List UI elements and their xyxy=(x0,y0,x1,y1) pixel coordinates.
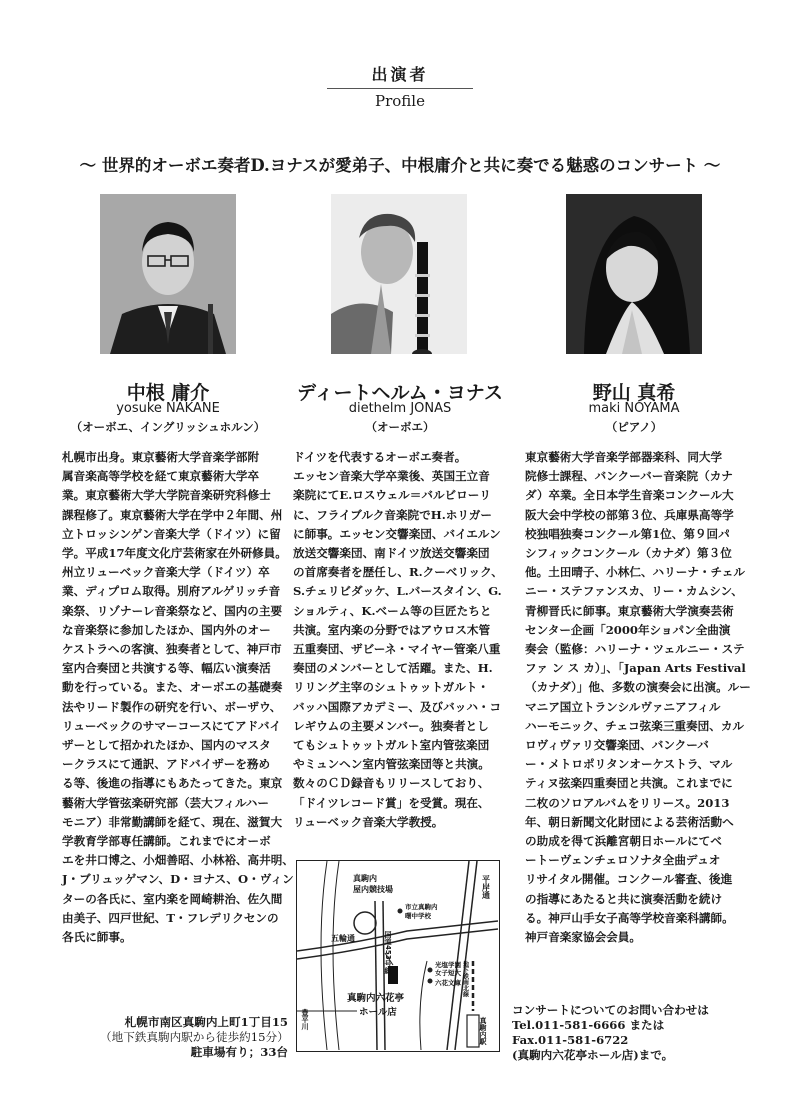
performer-instrument-nakane: （オーボエ、イングリッシュホルン） xyxy=(70,420,266,434)
bio-line: エッセン音楽大学卒業後、英国王立音 xyxy=(293,469,490,484)
bio-line: 課程修了。東京藝術大学在学中２年間、州 xyxy=(62,507,283,522)
bio-line: 年、朝日新聞文化財団による芸術活動へ xyxy=(525,814,734,829)
bio-line: 業、ディプロム取得。別府アルゲリッチ音 xyxy=(62,584,281,599)
bio-line: 楽祭、リゾナーレ音楽祭など、国内の主要 xyxy=(62,603,283,618)
bio-line: 札幌市出身。東京藝術大学音楽学部附 xyxy=(62,450,260,464)
title-divider xyxy=(327,88,473,89)
concert-subtitle: 〜 世界的オーボエ奏者D.ヨナスが愛弟子、中根庸介と共に奏でる魅惑のコンサート 〜 xyxy=(79,156,721,175)
address-parking: 駐車場有り；33台 xyxy=(190,1045,288,1059)
bio-line: 楽院にてE.ロスウェル＝バルビローリ xyxy=(293,488,491,503)
contact-fax: Fax.011-581-6722 xyxy=(512,1033,629,1047)
bio-line: S.チェリビダッケ、L.バースタイン、G. xyxy=(293,584,502,599)
bio-line: 神戸音楽家協会会員。 xyxy=(525,930,641,945)
bio-line: の助成を得て浜離宮朝日ホールにてベ xyxy=(525,834,722,849)
map-label-gojo: 五輪通 xyxy=(331,934,355,943)
venue-address xyxy=(100,1015,288,1060)
map-label-school-1: 市立真駒内 xyxy=(405,903,438,911)
bio-line: 立トロッシンゲン音楽大学（ドイツ）に留 xyxy=(62,526,281,541)
performer-roman-jonas: diethelm JONAS xyxy=(348,401,452,416)
bio-line: ニー・ステファンスカ、リー・カムシン、 xyxy=(525,584,743,599)
bio-line: 藝術大学管弦楽研究部（芸大フィルハー xyxy=(62,795,269,810)
bio-line: 法やリード製作の研究を行い、ボーザウ、 xyxy=(62,699,282,714)
performer-name-noyama: 野山 真希 xyxy=(592,382,676,404)
bio-line: の首席奏者を歴任し、R.クーベリック、 xyxy=(293,565,503,580)
bio-line: エを井口博之、小畑善昭、小林裕、高井明、 xyxy=(62,853,294,868)
contact-heading: コンサートについてのお問い合わせは xyxy=(512,1003,709,1017)
map-label-rokka: 六花文庫 xyxy=(435,979,461,987)
bio-line: ドイツを代表するオーボエ奏者。 xyxy=(293,450,467,464)
bio-line: ティヌ弦楽四重奏団と共演。これまでに xyxy=(525,776,733,791)
bio-line: 校独唱独奏コンクール第1位、第９回パ xyxy=(525,526,730,541)
address-line: 札幌市南区真駒内上町1丁目15 xyxy=(124,1015,288,1029)
bio-line: センター企画「2000年ショパン全曲演 xyxy=(525,622,731,637)
photo-nakane xyxy=(100,194,236,354)
map-label-arena-2: 屋内競技場 xyxy=(353,885,393,894)
map-label-kogei-1: 光塩学園 xyxy=(435,961,461,969)
bio-line: 「ドイツレコード賞」を受賞。現在、 xyxy=(293,795,490,810)
bio-line: ー・メトロポリタンオーケストラ、マル xyxy=(525,757,733,772)
bio-line: 属音楽高等学校を経て東京藝術大学卒 xyxy=(62,469,260,484)
bio-line: ザーとして招かれたほか、国内のマスタ xyxy=(62,738,271,753)
bio-line: に師事。エッセン交響楽団、バイエルン xyxy=(293,526,501,541)
bio-line: ファ ン ス カ）」、「Japan Arts Festival xyxy=(525,661,746,676)
map-label-venue-2: ホール店 xyxy=(359,1007,397,1018)
bio-line: 院修士課程、バンクーバー音楽院（カナ xyxy=(525,469,733,484)
bio-line: な音楽祭に参加したほか、国内外のオー xyxy=(62,622,271,637)
bio-line: 由美子、四戸世紀、T・フレデリクセンの xyxy=(62,910,279,925)
bio-line: に、フライブルク音楽院でH.ホリガー xyxy=(293,507,492,522)
contact-tel: Tel.011-581-6666 または xyxy=(512,1018,665,1032)
performer-name-jonas: ディートヘルム・ヨナス xyxy=(297,382,503,404)
bio-line: 奏会（監修：ハリーナ・ツェルニー・ステ xyxy=(525,642,745,657)
bio-line: マニア国立トランシルヴァニアフィル xyxy=(525,699,721,714)
bio-line: ークラスにて通訳、アドバイザーを務め xyxy=(62,757,271,772)
school-icon xyxy=(398,909,403,914)
bio-line: ロヴィヴァリ交響楽団、バンクーバ xyxy=(525,738,709,753)
map-label-toyohira: 豊平川 xyxy=(301,1009,309,1030)
bio-line: る。神戸山手女子高等学校音楽科講師。 xyxy=(525,910,734,925)
bio-line: J・ブリュッゲマン、D・ヨナス、O・ヴィン xyxy=(62,872,294,887)
bio-line: レギウムの主要メンバー。独奏者とし xyxy=(293,718,489,733)
map-label-route: 国道453号線 xyxy=(384,931,392,974)
station-icon xyxy=(467,1015,479,1047)
bio-line: 共演。室内楽の分野ではアウロス木管 xyxy=(293,622,491,637)
map-label-subway: 地下鉄南北線 xyxy=(461,961,469,997)
bio-line: る等、後進の指導にもあたってきた。東京 xyxy=(62,776,283,791)
section-title: 出演者 xyxy=(371,65,429,84)
bio-line: 二枚のソロアルバムをリリース。2013 xyxy=(525,795,730,810)
bio-line: 他。土田晴子、小林仁、ハリーナ・チェル xyxy=(525,565,745,580)
bio-line: ハーモニック、チェコ弦楽三重奏団、カル xyxy=(525,718,745,733)
bio-line: 阪大会中学校の部第３位、兵庫県高等学 xyxy=(525,507,734,522)
bio-line: （カナダ）」他、多数の演奏会に出演。ルー xyxy=(525,680,751,695)
bio-line: 各氏に師事。 xyxy=(62,930,132,945)
performer-instrument-jonas: （オーボエ） xyxy=(365,420,435,434)
bio-line: ダ）卒業。全日本学生音楽コンクール大 xyxy=(525,488,734,503)
contact-info xyxy=(512,1003,752,1063)
photo-jonas xyxy=(331,194,467,354)
performer-roman-nakane: yosuke NAKANE xyxy=(116,401,220,416)
map-label-venue-1: 真駒内六花亭 xyxy=(347,993,405,1004)
bio-line: 業。東京藝術大学大学院音楽研究科修士 xyxy=(62,488,271,503)
bio-line: 東京藝術大学音楽学部器楽科、同大学 xyxy=(525,450,723,464)
arena-icon xyxy=(354,912,376,934)
bio-line: ケストラへの客演、独奏者として、神戸市 xyxy=(62,642,282,657)
bio-line: ートーヴェンチェロソナタ全曲デュオ xyxy=(525,853,721,868)
bio-line: 放送交響楽団、南ドイツ放送交響楽団 xyxy=(293,546,490,561)
bio-line: モニア）非常勤講師を経て、現在、滋賀大 xyxy=(62,814,283,829)
contact-location: (真駒内六花亭ホール店)まで。 xyxy=(512,1048,674,1062)
photo-noyama xyxy=(566,194,702,354)
map-label-kogei-2: 女子短大 xyxy=(435,969,461,977)
bio-line: 学。平成17年度文化庁芸術家在外研修員。 xyxy=(62,546,287,561)
bio-line: バッハ国際アカデミー、及びバッハ・コ xyxy=(293,699,502,714)
map-label-heian: 平岸通 xyxy=(481,875,491,899)
performer-roman-noyama: maki NOYAMA xyxy=(588,401,680,416)
access-map xyxy=(296,860,500,1052)
bio-line: リューベック音楽大学教授。 xyxy=(293,814,444,829)
section-subtitle: Profile xyxy=(375,92,425,110)
bio-line: リリング主宰のシュトゥットガルト・ xyxy=(293,680,489,695)
bio-line: リサイタル開催。コンクール審査、後進 xyxy=(525,872,733,887)
performer-name-nakane: 中根 庸介 xyxy=(126,382,210,404)
bio-line: ショルティ、K.ベーム等の巨匠たちと xyxy=(293,603,492,618)
bio-line: てもシュトゥットガルト室内管弦楽団 xyxy=(293,738,490,753)
bio-line: シフィックコンクール（カナダ）第３位 xyxy=(525,546,732,561)
address-access: （地下鉄真駒内駅から徒歩約15分） xyxy=(100,1030,289,1044)
bio-line: 数々のＣＤ録音もリリースしており、 xyxy=(293,776,490,791)
map-label-school-2: 曙中学校 xyxy=(405,912,431,920)
bio-line: 学教育学部専任講師。これまでにオーボ xyxy=(62,834,271,849)
performer-bio-jonas xyxy=(293,448,515,832)
performer-bio-nakane xyxy=(62,448,294,947)
map-label-arena-1: 真駒内 xyxy=(353,874,377,883)
map-label-station: 真駒内駅 xyxy=(479,1017,487,1045)
bio-line: 奏団のメンバーとして活躍。また、H. xyxy=(293,661,493,676)
bio-line: 州立リューベック音楽大学（ドイツ）卒 xyxy=(62,565,270,580)
performer-instrument-noyama: （ピアノ） xyxy=(605,420,663,434)
bio-line: 室内合奏団と共演する等、幅広い演奏活 xyxy=(62,661,271,676)
bio-line: ターの各氏に、室内楽を岡崎耕治、佐久間 xyxy=(62,891,283,906)
bio-line: 青柳晋氏に師事。東京藝術大学演奏芸術 xyxy=(525,603,734,618)
bio-line: 五重奏団、ザビーネ・マイヤー管楽八重 xyxy=(293,642,501,657)
bio-line: やミュンヘン室内管弦楽団等と共演。 xyxy=(293,757,490,772)
performer-bio-noyama xyxy=(525,448,750,947)
bio-line: 動を行っている。また、オーボエの基礎奏 xyxy=(62,680,283,695)
bio-line: の指導にあたると共に演奏活動を続け xyxy=(525,891,723,906)
bio-line: リューベックのサマーコースにてアドバイ xyxy=(62,718,282,733)
